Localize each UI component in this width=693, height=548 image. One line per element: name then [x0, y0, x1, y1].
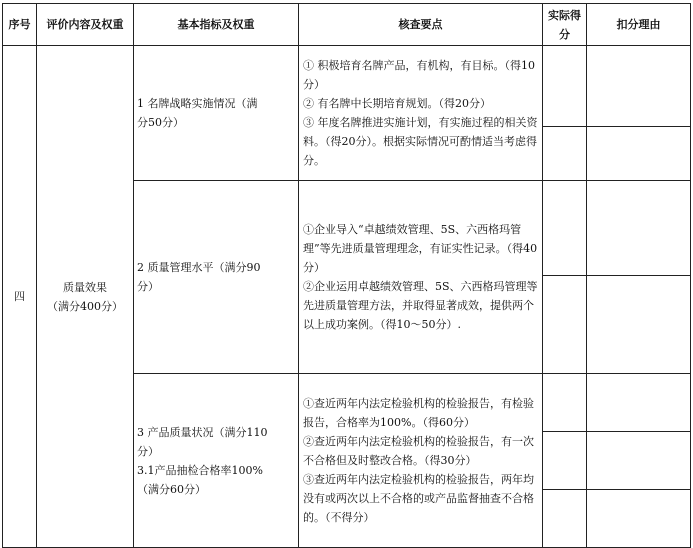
section-content-title: 质量效果	[63, 280, 107, 294]
check-point: ②查近两年内法定检验机构的检验报告，有一次不合格但及时整改合格。（得30分）	[303, 435, 534, 467]
score-cell[interactable]	[543, 276, 587, 374]
reason-cell[interactable]	[587, 432, 691, 490]
indicator-1-points	[299, 46, 543, 181]
check-point: ① 积极培育名牌产品，有机构，有目标。（得10分）	[303, 59, 535, 91]
reason-cell[interactable]	[587, 374, 691, 432]
section-content	[37, 46, 134, 548]
indicator-2-label	[134, 181, 299, 374]
check-point: ②企业运用卓越绩效管理、5S、六西格玛管理等先进质量管理方法，并取得显著成效，提供两个以上成功案例。（得10～50分）.	[303, 280, 538, 331]
indicator-3-label-line: 3 产品质量状况（满分110	[137, 425, 268, 439]
header-score: 实际得分	[543, 4, 587, 46]
section-number: 四	[3, 46, 37, 548]
score-cell[interactable]	[543, 374, 587, 432]
header-reason: 扣分理由	[587, 4, 691, 46]
reason-cell[interactable]	[587, 276, 691, 374]
reason-cell[interactable]	[587, 46, 691, 127]
indicator-3-points	[299, 374, 543, 548]
table-row	[3, 46, 691, 127]
indicator-3-label-line: 分）	[137, 444, 159, 458]
indicator-2-points	[299, 181, 543, 374]
indicator-1-label-line: 1 名牌战略实施情况（满	[137, 97, 258, 110]
check-point: ①查近两年内法定检验机构的检验报告，有检验报告，合格率为100%。（得60分）	[303, 397, 534, 429]
reason-cell[interactable]	[587, 181, 691, 276]
indicator-1-label	[134, 46, 299, 181]
evaluation-table	[2, 3, 691, 548]
indicator-2-label-line: 2 质量管理水平（满分90	[137, 261, 261, 274]
reason-cell[interactable]	[587, 127, 691, 181]
header-row	[3, 4, 691, 46]
check-point: ③查近两年内法定检验机构的检验报告，两年均没有或两次以上不合格的或产品监督抽查不合格的。（不得分）	[303, 473, 534, 524]
check-point: ② 有名牌中长期培育规划。（得20分）	[303, 97, 491, 110]
reason-cell[interactable]	[587, 490, 691, 548]
indicator-2-label-line: 分）	[137, 280, 159, 293]
score-cell[interactable]	[543, 490, 587, 548]
section-content-weight: （满分400分）	[47, 299, 123, 313]
indicator-3-label	[134, 374, 299, 548]
indicator-3-label-line: 3.1产品抽检合格率100%	[137, 463, 263, 477]
indicator-3-label-line: （满分60分）	[137, 482, 206, 496]
score-cell[interactable]	[543, 432, 587, 490]
check-point: ①企业导入“卓越绩效管理、5S、六西格玛管理”等先进质量管理理念，有证实性记录。（得40分）	[303, 223, 538, 274]
check-point: ③ 年度名牌推进实施计划，有实施过程的相关资料。（得20分）。根据实际情况可酌情适当考虑得分。	[303, 116, 538, 167]
header-no: 序号	[3, 4, 37, 46]
score-cell[interactable]	[543, 46, 587, 127]
header-content: 评价内容及权重	[37, 4, 134, 46]
score-cell[interactable]	[543, 181, 587, 276]
score-cell[interactable]	[543, 127, 587, 181]
indicator-1-label-line: 分50分）	[137, 116, 184, 129]
header-points: 核查要点	[299, 4, 543, 46]
header-indicator: 基本指标及权重	[134, 4, 299, 46]
